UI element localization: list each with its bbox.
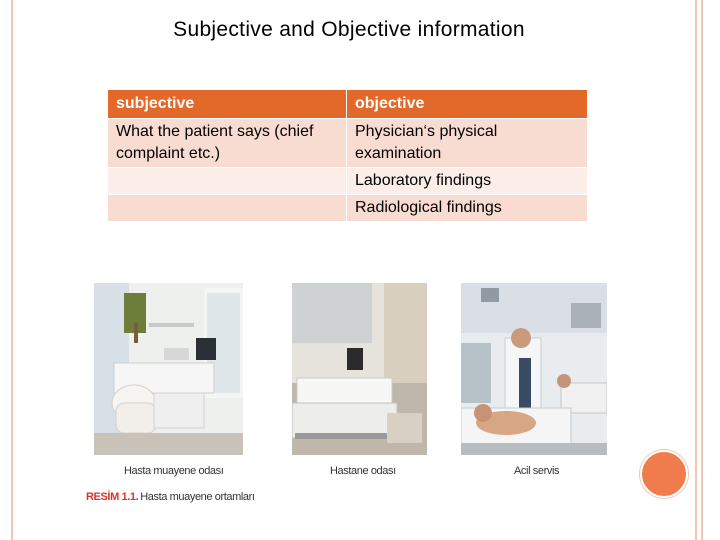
table-cell — [108, 168, 347, 195]
figure-label: RESİM 1.1. — [86, 491, 139, 503]
table-cell: Radiological findings — [347, 195, 588, 222]
frame-line-right-outer — [701, 0, 703, 540]
header-subjective: subjective — [108, 90, 347, 119]
figure-caption-text: Hasta muayene ortamları — [140, 491, 255, 503]
caption-hospital-room: Hastane odası — [330, 465, 396, 477]
exam-room-photo — [94, 283, 243, 455]
table-row — [108, 168, 588, 195]
frame-line-left — [11, 0, 13, 540]
hospital-room-photo — [292, 283, 427, 455]
frame-line-right — [695, 0, 697, 540]
figure-caption — [86, 491, 255, 503]
caption-emergency: Acil servis — [514, 465, 560, 477]
info-table — [108, 90, 588, 222]
table-cell: Physician‘s physical examination — [347, 119, 588, 168]
table-row — [108, 119, 588, 168]
table-cell — [108, 195, 347, 222]
table-row — [108, 195, 588, 222]
slide-title: Subjective and Objective information — [173, 18, 525, 41]
emergency-room-photo — [461, 283, 607, 455]
table-cell: Laboratory findings — [347, 168, 588, 195]
decorative-circle — [640, 450, 688, 498]
table-cell: What the patient says (chief complaint etc.) — [108, 119, 347, 168]
header-objective: objective — [347, 90, 588, 119]
caption-exam-room: Hasta muayene odası — [124, 465, 224, 477]
